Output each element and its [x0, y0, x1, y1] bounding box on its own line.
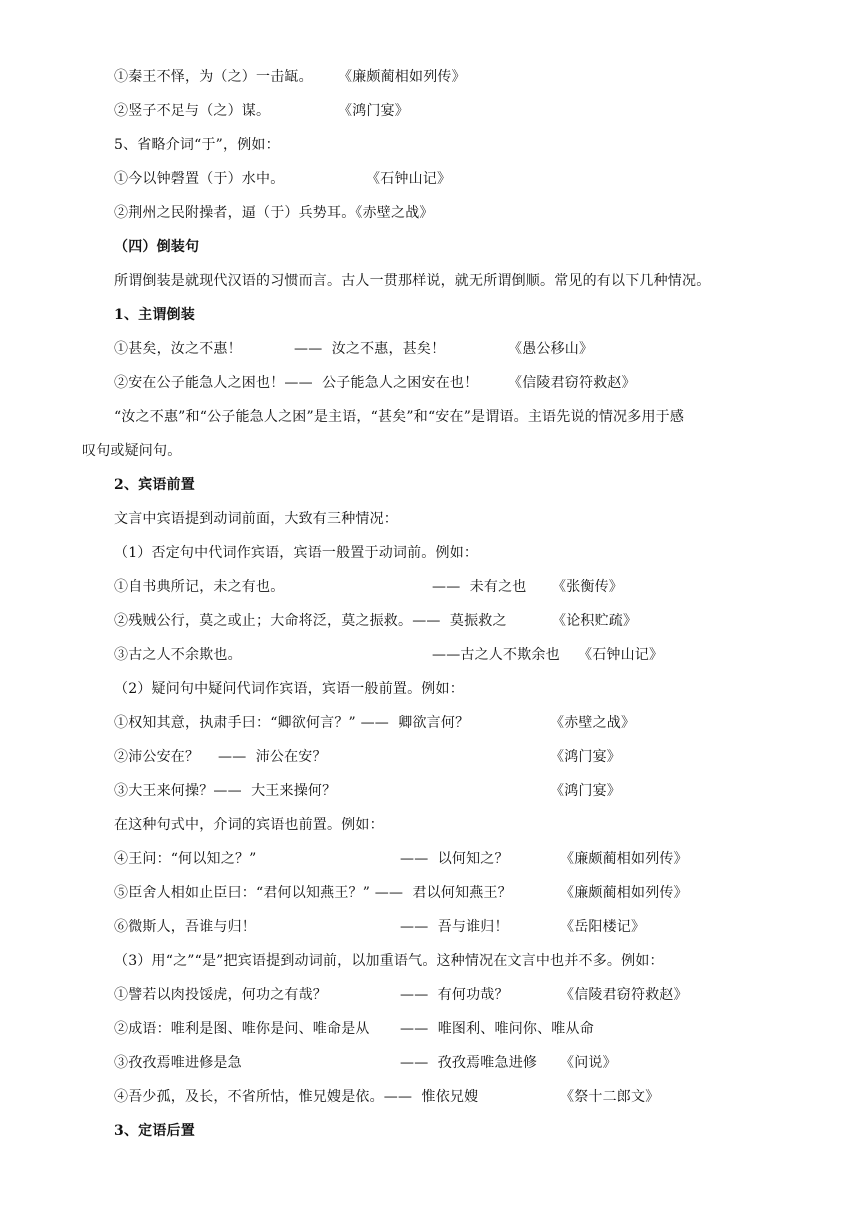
example-line [114, 368, 636, 398]
example-text: ④王问：“何以知之？” [114, 851, 257, 867]
paragraph: 在这种句式中，介词的宾语也前置。例如： [114, 817, 384, 833]
category-line: （3）用“之”“是”把宾语提到动词前，以加重语气。这种情况在文言中也并不多。例如： [114, 953, 664, 969]
example-text: ②成语：唯利是图、唯你是问、唯命是从 [114, 1021, 370, 1037]
example-text: ①权知其意，执肃手曰：“卿欲何言？” —— 卿欲言何？ [114, 715, 470, 731]
source-title: 《赤壁之战》 [550, 715, 636, 731]
paragraph: 所谓倒装是就现代汉语的习惯而言。古人一贯那样说，就无所谓倒顺。常见的有以下几种情况。 [114, 273, 711, 289]
subsection-heading: 3、定语后置 [114, 1123, 195, 1139]
example-text: ⑥微斯人，吾谁与归！ [114, 919, 256, 935]
example-text: ②安在公子能急人之困也！—— 公子能急人之困安在也！ [114, 375, 479, 391]
source-title: 《信陵君窃符救赵》 [560, 987, 688, 1003]
example-line [114, 96, 409, 126]
example-line [114, 912, 646, 942]
example-text: ③古之人不余欺也。 [114, 647, 242, 663]
rewrite-text: —— 有何功哉？ [400, 987, 509, 1003]
rewrite-text: —— 沛公在安？ [218, 749, 327, 765]
example-line [114, 640, 664, 670]
source-title: 《愚公移山》 [508, 341, 594, 357]
example-line [114, 1048, 617, 1078]
rewrite-text: —— 孜孜焉唯急进修 [400, 1055, 538, 1071]
rewrite-text: —— 未有之也 [432, 579, 527, 595]
example-line [114, 572, 623, 602]
source-title: 《石钟山记》 [366, 171, 452, 187]
example-text: ①甚矣，汝之不惠！ [114, 341, 242, 357]
source-title: 《问说》 [560, 1055, 617, 1071]
rewrite-text: ——古之人不欺余也 [432, 647, 560, 663]
paragraph: “汝之不惠”和“公子能急人之困”是主语，“甚矣”和“安在”是谓语。主语先说的情况多用于感 [114, 409, 685, 425]
source-title: 《论积贮疏》 [552, 613, 638, 629]
source-title: 《廉颇蔺相如列传》 [338, 69, 466, 85]
example-line [114, 708, 636, 738]
example-text: ④吾少孤，及长，不省所怙，惟兄嫂是依。—— 惟依兄嫂 [114, 1089, 479, 1105]
example-line [114, 1014, 594, 1044]
example-line [114, 844, 688, 874]
example-text: ①譬若以肉投馁虎，何功之有哉？ [114, 987, 327, 1003]
example-text: ③孜孜焉唯进修是急 [114, 1055, 242, 1071]
example-line [114, 164, 452, 194]
source-title: 《岳阳楼记》 [560, 919, 646, 935]
rewrite-text: —— 唯图利、唯问你、唯从命 [400, 1021, 594, 1037]
subsection-heading: 1、主谓倒装 [114, 307, 195, 323]
example-line [114, 742, 621, 772]
example-text: ①自书典所记，未之有也。 [114, 579, 285, 595]
example-text: ①今以钟磬置（于）水中。 [114, 171, 285, 187]
rewrite-text: —— 吾与谁归！ [400, 919, 509, 935]
example-line [114, 776, 621, 806]
source-title: 《祭十二郎文》 [560, 1089, 660, 1105]
source-title: 《廉颇蔺相如列传》 [560, 851, 688, 867]
paragraph: 文言中宾语提到动词前面，大致有三种情况： [114, 511, 398, 527]
category-line: （2）疑问句中疑问代词作宾语，宾语一般前置。例如： [114, 681, 464, 697]
example-line [114, 334, 594, 364]
source-title: 《鸿门宴》 [550, 783, 621, 799]
example-line: ②荆州之民附操者，逼（于）兵势耳。《赤壁之战》 [114, 205, 434, 221]
source-title: 《石钟山记》 [578, 647, 664, 663]
paragraph-continued: 叹句或疑问句。 [82, 443, 182, 459]
example-line [114, 1082, 660, 1112]
example-text: ②竖子不足与（之）谋。 [114, 103, 271, 119]
source-title: 《信陵君窃符救赵》 [508, 375, 636, 391]
source-title: 《鸿门宴》 [338, 103, 409, 119]
example-line [114, 878, 688, 908]
source-title: 《张衡传》 [552, 579, 623, 595]
rewrite-text: —— 以何知之？ [400, 851, 509, 867]
category-line: （1）否定句中代词作宾语，宾语一般置于动词前。例如： [114, 545, 479, 561]
example-line [114, 62, 466, 92]
source-title: 《鸿门宴》 [550, 749, 621, 765]
rewrite-text: —— 汝之不惠，甚矣！ [294, 341, 446, 357]
example-text: ⑤臣舍人相如止臣曰：“君何以知燕王？” —— 君以何知燕王？ [114, 885, 512, 901]
example-text: ②残贼公行，莫之或止；大命将泛，莫之振救。—— 莫振救之 [114, 613, 507, 629]
rule-line: 5、省略介词“于”，例如： [114, 137, 280, 153]
section-heading: （四）倒装句 [114, 239, 200, 255]
subsection-heading: 2、宾语前置 [114, 477, 195, 493]
example-text: ②沛公安在？ [114, 749, 200, 765]
example-line [114, 606, 638, 636]
example-text: ①秦王不怿，为（之）一击缻。 [114, 69, 313, 85]
source-title: 《廉颇蔺相如列传》 [560, 885, 688, 901]
example-line [114, 980, 688, 1010]
example-text: ③大王来何操？—— 大王来操何？ [114, 783, 337, 799]
